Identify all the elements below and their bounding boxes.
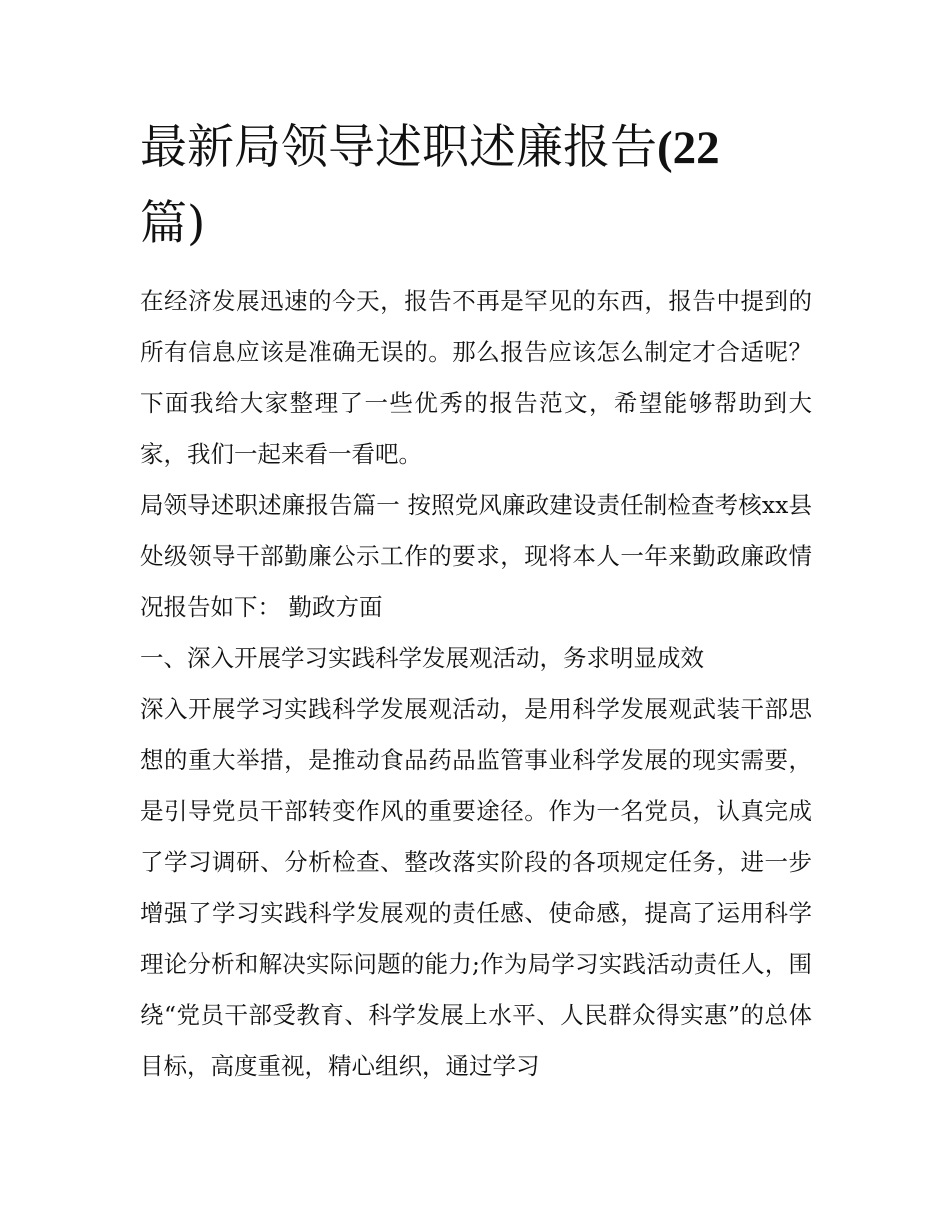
document-page [140,110,812,1092]
title-tail: 篇) [140,196,206,251]
title-main: 最新局领导述职述廉报告 [140,120,657,175]
document-title [140,110,812,262]
document-body [140,276,812,1092]
paragraph-section-body: 深入开展学习实践科学发展观活动，是用科学发展观武装干部思想的重大举措，是推动食品药品监管事业科学发展的现实需要，是引导党员干部转变作风的重要途径。作为一名党员，认真完成了学习调研、分析检查、整改落实阶段的各项规定任务，进一步增强了学习实践科学发展观的责任感、使命感，提高了运用科学理论分析和解决实际问题的能力;作为局学习实践活动责任人，围绕“党员干部受教育、科学发展上水平、人民群众得实惠”的总体目标，高度重视，精心组织，通过学习 [140,695,812,1080]
paragraph-intro: 在经济发展迅速的今天，报告不再是罕见的东西，报告中提到的所有信息应该是准确无误的。那么报告应该怎么制定才合适呢？下面我给大家整理了一些优秀的报告范文，希望能够帮助到大家，我们一起来看一看吧。 [140,287,812,468]
paragraph-report-opening: 局领导述职述廉报告篇一 按照党风廉政建设责任制检查考核xx县处级领导干部勤廉公示工作的要求，现将本人一年来勤政廉政情况报告如下： 勤政方面 [140,491,812,621]
title-suffix: (22 [657,122,720,174]
paragraph-section-heading: 一、深入开展学习实践科学发展观活动，务求明显成效 [140,644,704,672]
